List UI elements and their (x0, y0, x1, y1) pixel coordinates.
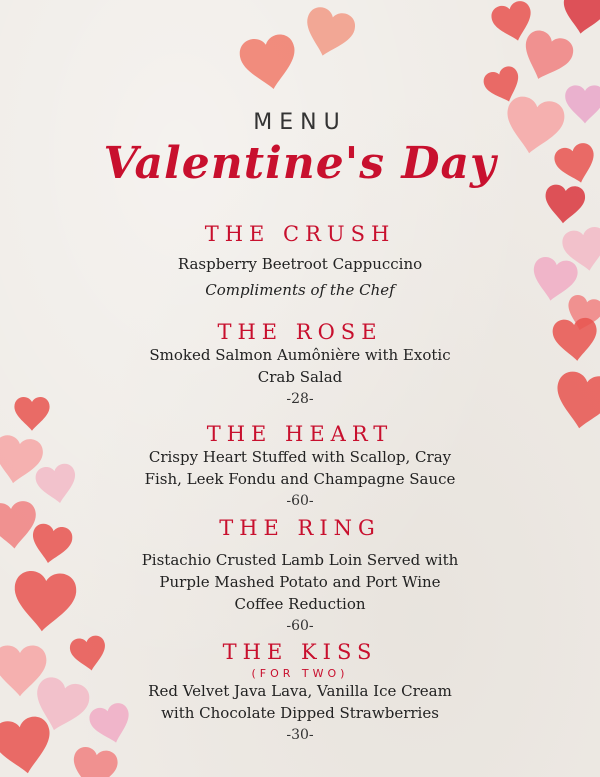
course-line: Purple Mashed Potato and Port Wine (159, 573, 441, 591)
course-line: Crab Salad (257, 368, 343, 386)
course-line: with Chocolate Dipped Strawberries (161, 704, 439, 722)
course-title-ring: THE RING (219, 516, 381, 540)
course-title-kiss: THE KISS (222, 640, 378, 664)
course-title-crush: THE CRUSH (204, 222, 396, 246)
course-line: Red Velvet Java Lava, Vanilla Ice Cream (148, 682, 452, 700)
course-line: Coffee Reduction (234, 595, 366, 613)
course-line: Compliments of the Chef (205, 281, 395, 299)
course-line: Pistachio Crusted Lamb Loin Served with (141, 551, 459, 569)
course-title-heart: THE HEART (206, 422, 394, 446)
course-line: Raspberry Beetroot Cappuccino (177, 255, 423, 273)
course-line: Crispy Heart Stuffed with Scallop, Cray (148, 448, 452, 466)
course-note: (FOR TWO) (251, 667, 349, 680)
page-title: Valentine's Day (103, 138, 497, 189)
course-title-rose: THE ROSE (217, 320, 383, 344)
menu-label: MENU (253, 110, 347, 135)
course-line: Fish, Leek Fondu and Champagne Sauce (144, 470, 456, 488)
course-price: -28- (286, 391, 314, 407)
course-line: Smoked Salmon Aumônière with Exotic (149, 346, 451, 364)
course-price: -60- (286, 618, 314, 634)
course-price: -30- (286, 727, 314, 743)
course-price: -60- (286, 493, 314, 509)
